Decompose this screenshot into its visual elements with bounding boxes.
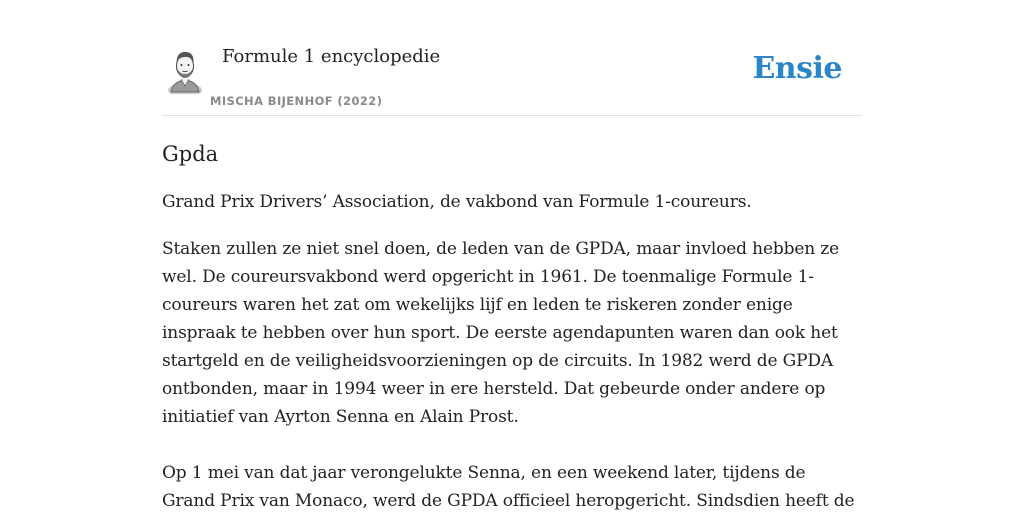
entry-definition: Grand Prix Drivers’ Association, de vakbond van Formule 1-coureurs.	[162, 192, 752, 212]
body-paragraph-2: Op 1 mei van dat jaar verongelukte Senna, en een weekend later, tijdens de Grand Prix van Monaco, werd de GPDA officieel heropgericht. Sindsdien heeft de	[162, 463, 855, 511]
entry-content	[162, 138, 862, 512]
entry-term: Gpda	[162, 142, 219, 166]
ensie-logo[interactable]: Ensie	[752, 51, 842, 86]
page-header	[162, 0, 862, 116]
paragraph-break	[162, 431, 862, 459]
author-portrait-icon[interactable]	[167, 48, 203, 94]
body-paragraph-1: Staken zullen ze niet snel doen, de leden van de GPDA, maar invloed hebben ze wel. De coureursvakbond werd opgericht in 1961. De toenmalige Formule 1-coureurs waren het zat om wekelijks lijf en leden te riskeren zonder enige inspraak te hebben over hun sport. De eerste agendapunten waren dan ook het startgeld en de veiligheidsvoorzieningen op de circuits. In 1982 werd de GPDA ontbonden, maar in 1994 weer in ere hersteld. Dat gebeurde onder andere op initiatief van Ayrton Senna en Alain Prost.	[162, 239, 840, 427]
author-name[interactable]: MISCHA BIJENHOF (2022)	[210, 94, 383, 108]
entry-body	[162, 235, 862, 512]
book-title[interactable]: Formule 1 encyclopedie	[222, 46, 441, 67]
